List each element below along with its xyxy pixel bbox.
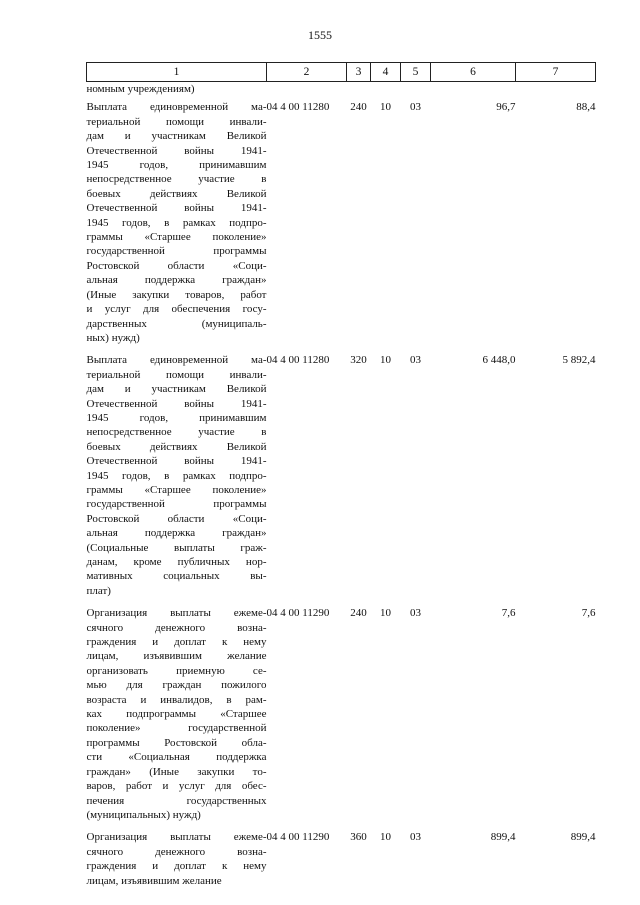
name-line: мативных социальных вы- [86,570,267,583]
cell-name [87,100,267,353]
name-line: дам и участникам Великой [86,130,267,143]
name-line: граждан» (Иные закупки то- [86,765,267,778]
cell-name [87,353,267,606]
name-line: Отечественной войны 1941- [86,455,267,468]
table-header [87,63,596,82]
cell-col6: 7,6 [501,607,516,620]
name-line: Организация выплаты ежеме- [86,607,267,620]
cell-col4: 10 [380,831,391,844]
continuation-text: номным учреждениям) [86,83,195,95]
name-line: варов, работ и услуг для обес- [86,780,267,793]
page-number: 1555 [308,28,332,42]
cell-col3: 320 [350,354,367,367]
cell-col6: 899,4 [490,831,516,844]
name-line: 1945 годов, в рамках подпро- [86,469,267,482]
cell-col7: 5 892,4 [562,354,596,367]
cell-col7: 88,4 [576,101,596,114]
cell-code: 04 4 00 11280 [266,101,330,114]
cell-code: 04 4 00 11290 [266,831,330,844]
name-line: поколение» государственной [86,722,267,735]
name-line: ных) нужд) [86,331,140,344]
name-line: возраста и инвалидов, в рам- [86,693,267,706]
name-line: сячного денежного возна- [86,621,267,634]
cell-col4: 10 [380,354,391,367]
name-line: (муниципальных) нужд) [86,808,201,821]
column-header-5: 5 [401,63,431,82]
name-line: граммы «Старшее поколение» [86,231,267,244]
name-line: Ростовской области «Соци- [86,512,267,525]
column-header-7: 7 [516,63,596,82]
cell-col5: 03 [410,101,421,114]
cell-code: 04 4 00 11280 [266,354,330,367]
column-header-3: 3 [347,63,371,82]
name-line: дам и участникам Великой [86,383,267,396]
cell-name [87,606,267,830]
column-header-1: 1 [87,63,267,82]
cell-col7: 899,4 [570,831,596,844]
name-line: Ростовской области «Соци- [86,259,267,272]
cell-col6: 96,7 [496,101,516,114]
name-line: непосредственное участие в [86,426,267,439]
name-line: териальной помощи инвали- [86,115,267,128]
name-line: и услуг для обеспечения госу- [86,303,267,316]
name-line: лицам, изъявившим желание [86,650,267,663]
table-row [87,353,596,606]
name-line: териальной помощи инвали- [86,368,267,381]
cell-col7: 7,6 [581,607,596,620]
name-line: (Иные закупки товаров, работ [86,288,267,301]
name-line: 1945 годов, принимавшим [86,411,267,424]
name-line: государственной программы [86,245,267,258]
name-line: граждения и доплат к нему [86,636,267,649]
cell-col4: 10 [380,101,391,114]
cell-col5: 03 [410,831,421,844]
table-row [87,606,596,830]
cell-col6: 6 448,0 [482,354,516,367]
name-line: печения государственных [86,794,267,807]
name-line: граммы «Старшее поколение» [86,483,267,496]
cell-col3: 240 [350,607,367,620]
name-line: боевых действиях Великой [86,440,267,453]
cell-col3: 240 [350,101,367,114]
name-line: Организация выплаты ежеме- [86,831,267,844]
column-header-6: 6 [431,63,516,82]
name-line: мью для граждан пожилого [86,679,267,692]
name-line: граждения и доплат к нему [86,860,267,873]
name-line: сти «Социальная поддержка [86,751,267,764]
name-line: ках подпрограммы «Старшее [86,708,267,721]
name-line: организовать приемную се- [86,664,267,677]
name-line: программы Ростовской обла- [86,736,267,749]
name-line: непосредственное участие в [86,173,267,186]
budget-table [86,62,596,896]
name-line: Выплата единовременной ма- [86,101,267,114]
cell-name [87,830,267,896]
name-line: альная поддержка граждан» [86,274,267,287]
cell-col3: 360 [350,831,367,844]
name-line: Выплата единовременной ма- [86,354,267,367]
name-line: (Социальные выплаты граж- [86,541,267,554]
name-line: дарственных (муниципаль- [86,317,267,330]
column-header-2: 2 [267,63,347,82]
name-line: данам, кроме публичных нор- [86,556,267,568]
table-row [87,100,596,353]
table-row [87,830,596,896]
cell-code: 04 4 00 11290 [266,607,330,620]
name-line: Отечественной войны 1941- [86,397,267,410]
column-header-4: 4 [371,63,401,82]
name-line: боевых действиях Великой [86,187,267,200]
name-line: лицам, изъявившим желание [86,874,222,887]
name-line: государственной программы [86,498,267,511]
name-line: 1945 годов, в рамках подпро- [86,216,267,229]
table-body [87,82,596,896]
name-line: плат) [86,584,111,597]
cell-col5: 03 [410,607,421,620]
continuation-row [87,82,596,101]
name-line: 1945 годов, принимавшим [86,159,267,172]
cell-col5: 03 [410,354,421,367]
cell-col4: 10 [380,607,391,620]
name-line: Отечественной войны 1941- [86,144,267,157]
name-line: сячного денежного возна- [86,845,267,858]
name-line: альная поддержка граждан» [86,527,267,540]
name-line: Отечественной войны 1941- [86,202,267,215]
